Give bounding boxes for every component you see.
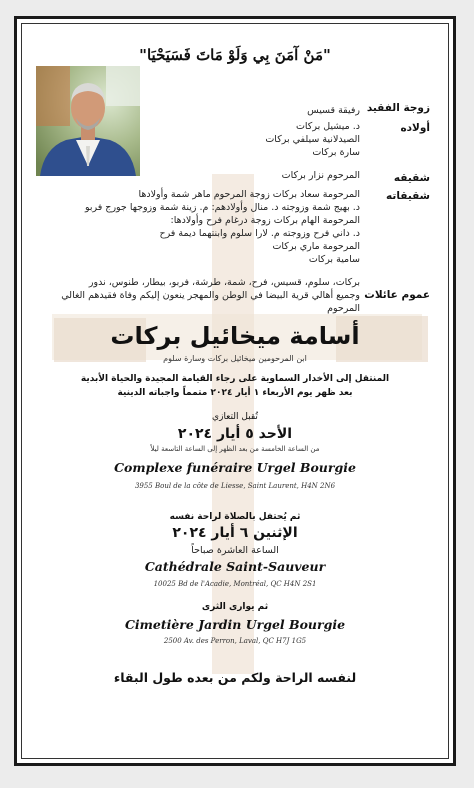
child-1: د. ميشيل بركات [295,121,360,132]
families-text [26,276,360,315]
passing-line-2: بعد ظهر يوم الأربعاء ١ أيار ٢٠٢٤ متمماً واجباته الدينية [117,388,353,398]
deceased-photo [36,66,140,176]
sister-line-4: د. داني فرح وزوجته م. لارا سلوم وابنتهما ديمة فرح [159,228,360,239]
burial-address: 2500 Av. des Perron, Laval, QC H7J 1G5 [163,637,307,645]
child-3: سارة بركات [312,147,360,158]
label-brother: شقيقه [393,172,430,184]
sister-line-6: سامية بركات [308,254,360,265]
condolences-address: 3955 Boul de la côte de Liesse, Saint Laurent, H4N 2N6 [134,482,336,490]
condolences-date: الأحد ٥ أيار ٢٠٢٤ [177,426,293,442]
label-wife: زوجة الفقيد [366,102,430,114]
sister-line-2: د. بهيج شمة وزوجته د. منال وأولادهم: م. زينة شمة وزوجها جورج فربو [84,202,360,213]
sister-line-1: المرحومة سعاد بركات زوجة المرحوم ماهر شمة وأولادها [138,189,360,200]
condolences-venue: Complexe funéraire Urgel Bourgie [114,460,356,475]
obituary-frame [14,16,456,766]
funeral-time: الساعة العاشرة صباحاً [191,545,279,556]
label-children: أولاده [400,122,430,134]
scripture-verse: "مَنْ آمَنَ بِي وَلَوْ مَاتَ فَسَيَحْيَا" [139,46,331,64]
label-sisters: شقيقاته [386,190,430,202]
brother-name: المرحوم نزار بركات [281,170,360,181]
sister-line-5: المرحومة ماري بركات [272,241,360,252]
passing-line-1: المنتقل إلى الأخدار السماوية على رجاء القيامة المجيدة والحياة الأبدية [80,374,390,384]
condolences-title: تُقبل التعازي [212,412,258,422]
children-list [265,120,360,159]
portrait-image [36,66,140,176]
parents-line: ابن المرحومين ميخائيل بركات وسارة سلوم [163,354,307,363]
burial-venue: Cimetière Jardin Urgel Bourgie [124,617,346,632]
families-line-2: وجميع أهالي قرية البيضا في الوطن والمهجر ينعون إليكم وفاة فقيدهم الغالي المرحوم [61,290,360,314]
funeral-address: 10025 Bd de l'Acadie, Montréal, QC H4N 2S1 [153,580,317,588]
funeral-date: الإثنين ٦ أيار ٢٠٢٤ [172,525,298,541]
child-2: الصيدلانية سيلفي بركات [265,134,360,145]
sister-line-3: المرحومة الهام بركات زوجة درغام فرح وأولادها: [170,215,360,226]
label-families: عموم عائلات [364,289,430,301]
condolences-time: من الساعة الخامسة من بعد الظهر إلى الساعة التاسعة ليلاً [150,445,320,453]
families-line-1: بركات، سلوم، قسيس، فرح، شمة، طرشة، فربو، بيطار، طنوس، ندور [88,277,360,288]
sisters-list [85,188,360,266]
obituary-card [21,23,449,759]
closing-line: لنفسه الراحة ولكم من بعده طول البقاء [113,670,357,685]
deceased-name: أسامة ميخائيل بركات [110,322,360,350]
funeral-venue: Cathédrale Saint-Sauveur [144,559,326,574]
wife-name: رفيقة قسيس [307,105,360,116]
funeral-title: ثم يُحتفل بالصلاة لراحة نفسه [169,512,301,522]
burial-title: ثم يوارى الثرى [201,602,269,612]
